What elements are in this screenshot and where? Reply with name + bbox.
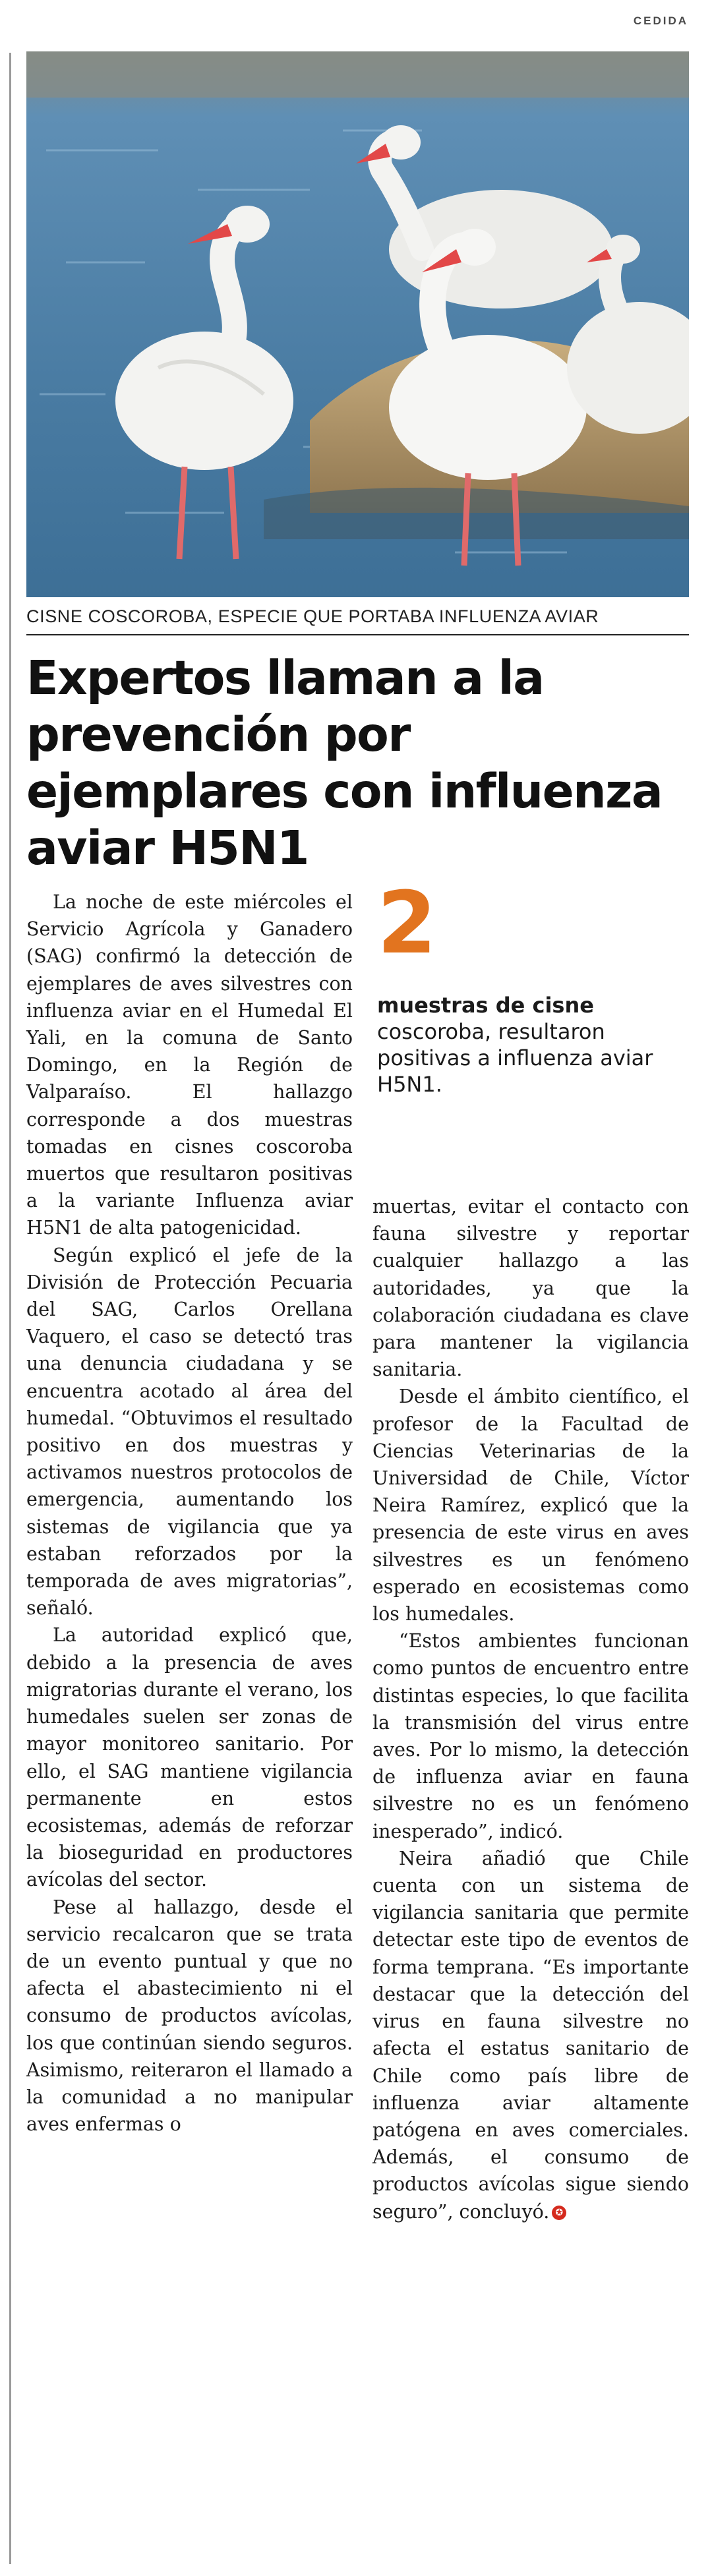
column-rule [9, 53, 11, 2564]
stat-callout [377, 873, 687, 1098]
caption-divider [26, 634, 689, 635]
swans-illustration [26, 51, 689, 597]
photo-credit: CEDIDA [633, 15, 688, 27]
final-paragraph-text: Neira añadió que Chile cuenta con un sistema de vigilancia sanitaria que permite detectar este tipo de eventos de forma temprana. “Es importante destacar que la detección del virus en fauna silvestre no afecta el estatus sanitario de Chile como país libre de influenza aviar altamente patógena en aves comerciales. Además, el consumo de productos avícolas sigue siendo seguro”, concluyó. [372, 1847, 689, 2223]
callout-highlight: muestras de cisne [377, 993, 594, 1018]
article-paragraph: “Estos ambientes funcionan como puntos de encuentro entre distintas especies, lo que facilita la transmisión del virus entre aves. Por lo mismo, la detección de influenza aviar en fauna silvestre no es un fenómeno inesperado”, indicó. [372, 1630, 689, 1842]
callout-text [377, 992, 687, 1098]
photo-caption: CISNE COSCOROBA, ESPECIE QUE PORTABA INFLUENZA AVIAR [26, 606, 599, 626]
callout-body: coscoroba, resultaron positivas a influenza aviar H5N1. [377, 1019, 653, 1097]
article-column-right [372, 1193, 689, 2225]
callout-number: 2 [377, 873, 437, 973]
end-of-article-icon: ✪ [552, 2206, 566, 2220]
article-column-left [26, 889, 353, 2138]
article-paragraph-continued: muertas, evitar el contacto con fauna silvestre y reportar cualquier hallazgo a las autoridades, ya que la colaboración ciudadana es clave para mantener la vigilancia sanitaria. [372, 1196, 689, 1381]
article-paragraph-final [372, 1845, 689, 2225]
article-paragraph: Pese al hallazgo, desde el servicio recalcaron que se trata de un evento puntual y que no afecta el abastecimiento ni el consumo de productos avícolas, los que continúan siendo seguros. Asimismo, reiteraron el llamado a la comunidad a no manipular aves enfermas o [26, 1896, 353, 2136]
article-paragraph: La autoridad explicó que, debido a la presencia de aves migratorias durante el verano, los humedales suelen ser zonas de mayor monitoreo sanitario. Por ello, el SAG mantiene vigilancia permanente en estos ecosistemas, además de reforzar la bioseguridad en productores avícolas del sector. [26, 1624, 353, 1891]
article-paragraph: Desde el ámbito científico, el profesor de la Facultad de Ciencias Veterinarias de la Universidad de Chile, Víctor Neira Ramírez, explicó que la presencia de este virus en aves silvestres es un fenómeno esperado en ecosistemas como los humedales. [372, 1386, 689, 1625]
headline: Expertos llaman a la prevención por ejemplares con influenza aviar H5N1 [26, 651, 663, 875]
article-paragraph: Según explicó el jefe de la División de Protección Pecuaria del SAG, Carlos Orellana Vaquero, el caso se detectó tras una denuncia ciudadana y se encuentra acotado al área del humedal. “Obtuvimos el resultado positivo en dos muestras y activamos nuestros protocolos de emergencia, aumentando los sistemas de vigilancia que ya estaban reforzados por la temporada de aves migratorias”, señaló. [26, 1244, 353, 1620]
article-paragraph: La noche de este miércoles el Servicio Agrícola y Ganadero (SAG) confirmó la detección de ejemplares de aves silvestres con influenza aviar en el Humedal El Yali, en la comuna de Santo Domingo, en la Región de Valparaíso. El hallazgo corresponde a dos muestras tomadas en cisnes coscoroba muertos que resultaron positivas a la variante Influenza aviar H5N1 de alta patogenicidad. [26, 891, 353, 1239]
article-photo [26, 51, 689, 597]
